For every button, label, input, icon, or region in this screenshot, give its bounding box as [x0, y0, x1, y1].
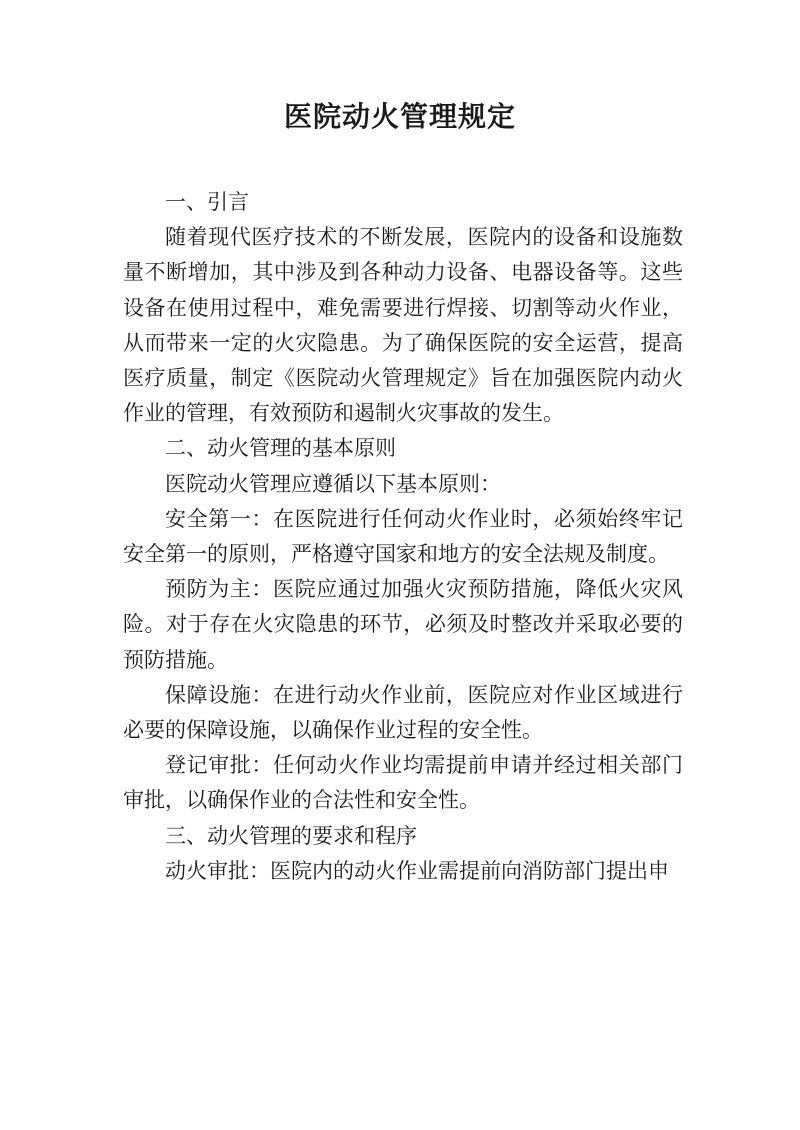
- paragraph-fire-work-approval: 动火审批：医院内的动火作业需提前向消防部门提出申: [165, 858, 669, 883]
- section-heading-basic-principles: 二、动火管理的基本原则: [165, 436, 396, 461]
- paragraph-principles-intro: 医院动火管理应遵循以下基本原则：: [165, 471, 501, 496]
- paragraph-safeguard-facilities: 保障设施：在进行动火作业前，医院应对作业区域进行必要的保障设施，以确保作业过程的安全性。: [123, 682, 683, 743]
- section-heading-requirements: 三、动火管理的要求和程序: [165, 823, 417, 848]
- document-title: 医院动火管理规定: [283, 100, 516, 133]
- section-heading-introduction: 一、引言: [165, 190, 249, 214]
- paragraph-safety-first: 安全第一：在医院进行任何动火作业时，必须始终牢记安全第一的原则，严格遵守国家和地方的安全法规及制度。: [123, 506, 683, 567]
- document-body: [123, 185, 683, 889]
- paragraph-registration-approval: 登记审批：任何动火作业均需提前申请并经过相关部门审批，以确保作业的合法性和安全性。: [123, 753, 683, 813]
- paragraph-prevention-first: 预防为主：医院应通过加强火灾预防措施，降低火灾风险。对于存在火灾隐患的环节，必须及时整改并采取必要的预防措施。: [123, 577, 683, 672]
- paragraph-introduction: 随着现代医疗技术的不断发展，医院内的设备和设施数量不断增加，其中涉及到各种动力设备、电器设备等。这些设备在使用过程中，难免需要进行焊接、切割等动火作业，从而带来一定的火灾隐患。为了确保医院的安全运营，提高医疗质量，制定《医院动火管理规定》旨在加强医院内动火作业的管理，有效预防和遏制火灾事故的发生。: [123, 225, 683, 426]
